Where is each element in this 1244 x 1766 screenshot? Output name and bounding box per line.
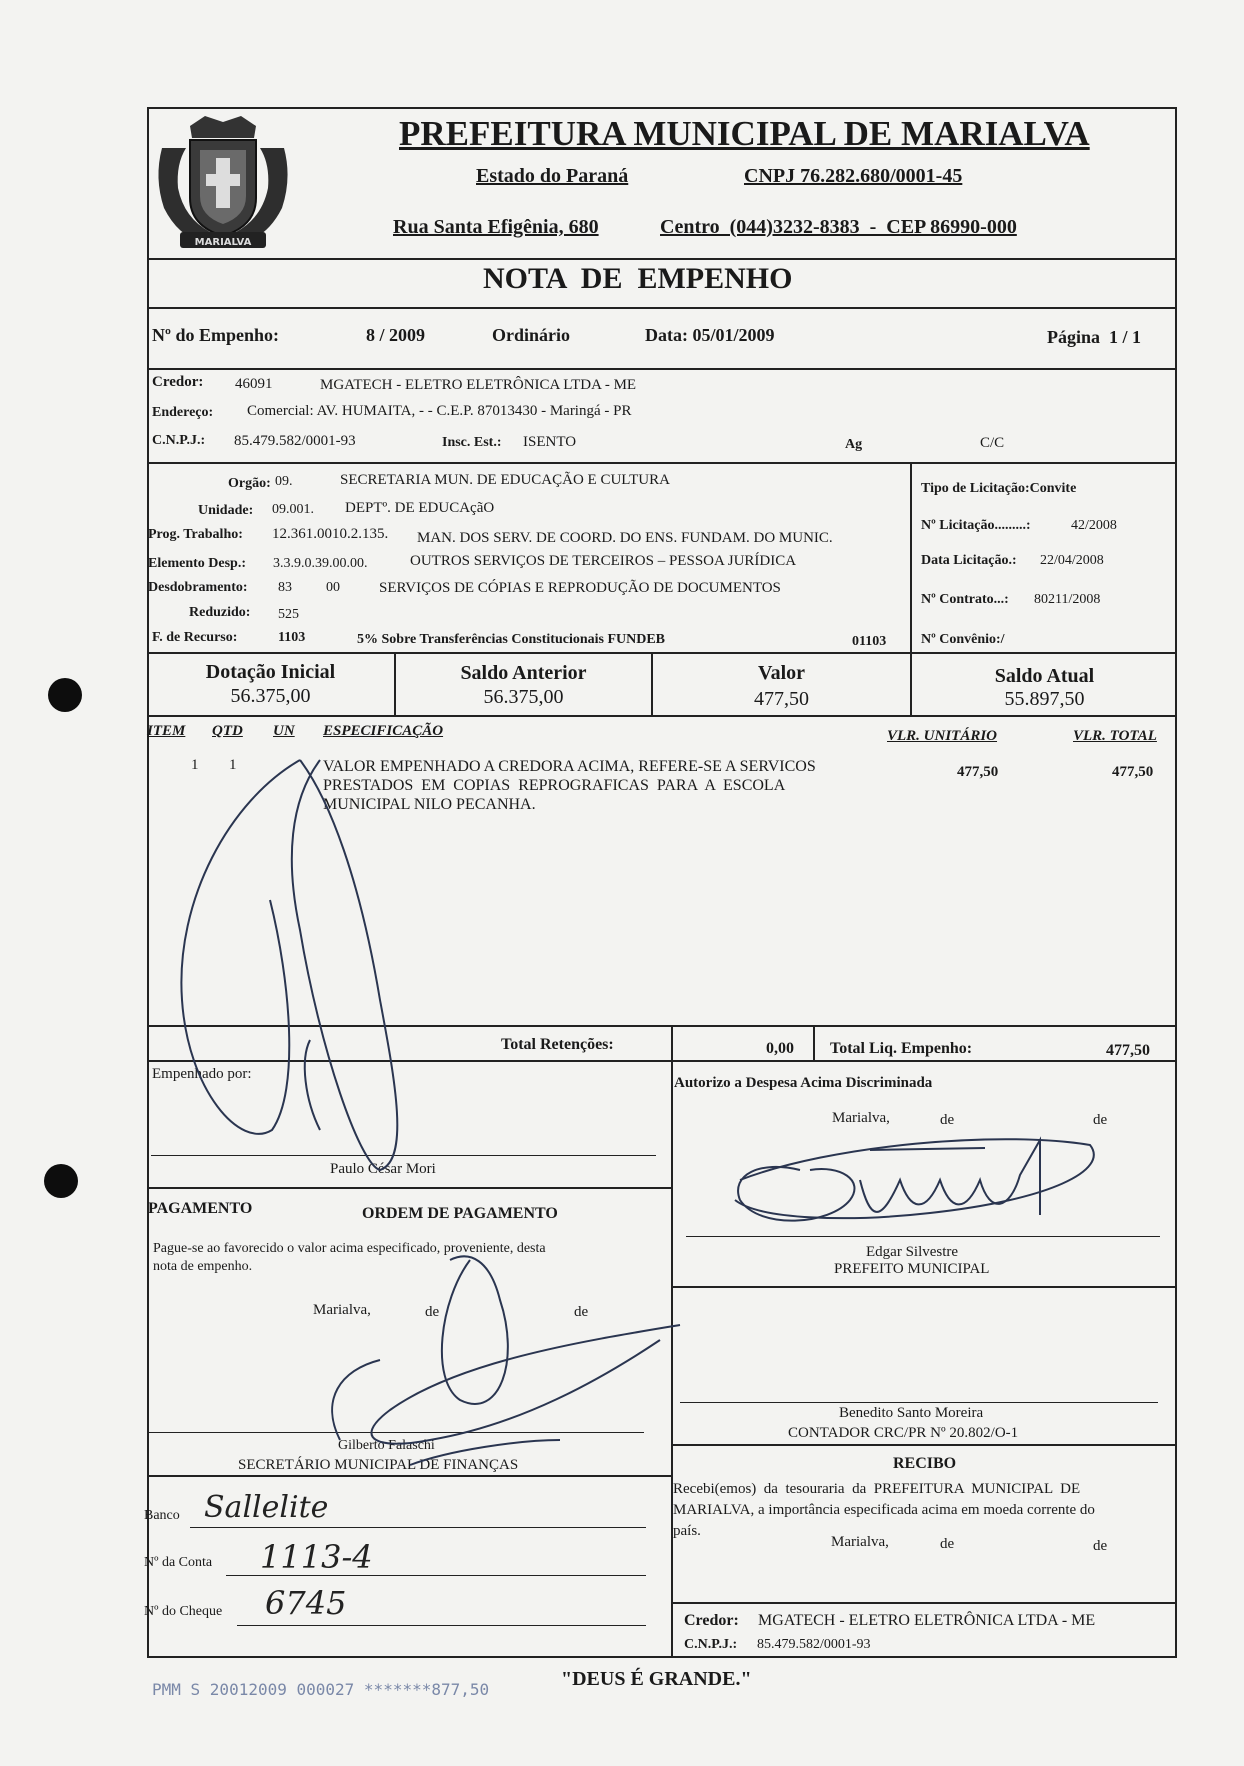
empenho-number: 8 / 2009 — [366, 325, 426, 345]
accountant-name: Benedito Santo Moreira — [839, 1405, 984, 1421]
row-spec-line-2: PRESTADOS EM COPIAS REPROGRAFICAS PARA A ESCOLA — [323, 777, 786, 794]
autorizo-de-1: de — [940, 1112, 955, 1128]
fonte-label: F. de Recurso: — [152, 630, 238, 645]
empenhado-por-label: Empenhado por: — [152, 1066, 252, 1082]
recibo-de-2: de — [1093, 1538, 1108, 1554]
pagamento-label: PAGAMENTO — [148, 1200, 253, 1217]
reduzido-label: Reduzido: — [189, 605, 251, 620]
marialva-coat-of-arms-icon — [150, 108, 296, 258]
row-item: 1 — [191, 757, 199, 773]
fonte-number: 01103 — [852, 634, 887, 649]
recibo-place: Marialva, — [831, 1534, 889, 1550]
fonte-code: 1103 — [278, 630, 306, 645]
secretary-role: SECRETÁRIO MUNICIPAL DE FINANÇAS — [238, 1457, 519, 1473]
banco-value: Sallelite — [204, 1490, 329, 1525]
total-retencoes-value: 0,00 — [766, 1040, 794, 1057]
recibo-credor-label: Credor: — [684, 1612, 739, 1629]
credor-cnpj: 85.479.582/0001-93 — [234, 433, 356, 449]
header-cnpj: CNPJ 76.282.680/0001-45 — [744, 165, 963, 187]
convenio: Nº Convênio:/ — [921, 632, 1005, 647]
col-header-spec: ESPECIFICAÇÃO — [323, 723, 444, 739]
licitacao-number: 42/2008 — [1071, 518, 1117, 533]
recibo-text-3: país. — [673, 1523, 701, 1539]
tipo-licitacao: Tipo de Licitação:Convite — [921, 481, 1077, 496]
insc-label: Insc. Est.: — [442, 435, 502, 450]
recibo-text-1: Recebi(emos) da tesouraria da PREFEITURA MUNICIPAL DE — [673, 1481, 1081, 1497]
saldo-atual-value: 55.897,50 — [1004, 688, 1085, 710]
row-qtd: 1 — [229, 757, 237, 773]
credor-label: Credor: — [152, 374, 204, 390]
recibo-cnpj: 85.479.582/0001-93 — [757, 1637, 871, 1652]
valor-label: Valor — [757, 662, 806, 684]
reduzido-value: 525 — [278, 607, 299, 622]
pagamento-place: Marialva, — [313, 1302, 371, 1318]
unidade-code: 09.001. — [272, 502, 314, 517]
conta-value: 1113-4 — [260, 1538, 373, 1576]
elemento-code: 3.3.9.0.39.00.00. — [273, 556, 368, 571]
col-header-unit-value: VLR. UNITÁRIO — [887, 728, 998, 744]
punch-hole-bottom — [44, 1164, 78, 1198]
desdobramento-sub: 00 — [326, 580, 340, 595]
desdobramento-name: SERVIÇOS DE CÓPIAS E REPRODUÇÃO DE DOCUMENTOS — [379, 580, 781, 596]
row-spec-line-1: VALOR EMPENHADO A CREDORA ACIMA, REFERE-SE A SERVICOS — [323, 758, 816, 775]
prog-name: MAN. DOS SERV. DE COORD. DO ENS. FUNDAM. DO MUNIC. — [417, 530, 833, 546]
pague-se-text-1: Pague-se ao favorecido o valor acima especificado, proveniente, desta — [153, 1241, 546, 1256]
empenho-date: Data: 05/01/2009 — [645, 325, 775, 345]
pagamento-de-2: de — [574, 1304, 589, 1320]
page-title: PREFEITURA MUNICIPAL DE MARIALVA — [399, 114, 1090, 153]
credor-address: Comercial: AV. HUMAITA, - - C.E.P. 87013430 - Maringá - PR — [247, 403, 632, 419]
secretary-name: Gilberto Falaschi — [338, 1438, 435, 1453]
ag-label: Ag — [845, 437, 863, 452]
elemento-label: Elemento Desp.: — [148, 556, 246, 571]
punch-hole-top — [48, 678, 82, 712]
col-header-item: ITEM — [147, 723, 186, 739]
endereco-label: Endereço: — [152, 405, 214, 420]
autorizo-text: Autorizo a Despesa Acima Discriminada — [674, 1075, 933, 1091]
pagamento-de-1: de — [425, 1304, 440, 1320]
pague-se-text-2: nota de empenho. — [153, 1259, 253, 1274]
contrato-label: Nº Contrato...: — [921, 592, 1009, 607]
orgao-code: 09. — [275, 474, 293, 489]
row-unit-value: 477,50 — [957, 764, 999, 780]
recibo-credor-name: MGATECH - ELETRO ELETRÔNICA LTDA - ME — [758, 1612, 1096, 1629]
licitacao-date-label: Data Licitação.: — [921, 553, 1017, 568]
empenho-type: Ordinário — [492, 325, 571, 345]
document-title: NOTA DE EMPENHO — [483, 262, 793, 295]
col-header-un: UN — [273, 723, 295, 739]
desdobramento-code: 83 — [278, 580, 292, 595]
prog-label: Prog. Trabalho: — [148, 527, 243, 542]
total-retencoes-label: Total Retenções: — [501, 1036, 614, 1053]
licitacao-number-label: Nº Licitação.........: — [921, 518, 1031, 533]
insc-value: ISENTO — [523, 434, 577, 450]
recibo-cnpj-label: C.N.P.J.: — [684, 1637, 738, 1652]
cheque-label: Nº do Cheque — [144, 1604, 223, 1619]
col-header-total-value: VLR. TOTAL — [1073, 728, 1157, 744]
col-header-qtd: QTD — [212, 723, 243, 739]
fonte-name: 5% Sobre Transferências Constitucionais FUNDEB — [357, 632, 666, 647]
autorizo-place: Marialva, — [832, 1110, 890, 1126]
header-phone-cep: Centro (044)3232-8383 - CEP 86990-000 — [660, 216, 1017, 238]
contrato-number: 80211/2008 — [1034, 592, 1101, 607]
elemento-name: OUTROS SERVIÇOS DE TERCEIROS – PESSOA JURÍDICA — [410, 553, 797, 569]
saldo-atual-label: Saldo Atual — [994, 665, 1095, 687]
licitacao-date: 22/04/2008 — [1040, 553, 1104, 568]
recibo-de-1: de — [940, 1536, 955, 1552]
cheque-value: 6745 — [265, 1584, 347, 1622]
row-spec-line-3: MUNICIPAL NILO PECANHA. — [323, 796, 536, 813]
orgao-label: Orgão: — [228, 476, 271, 491]
ordem-pagamento-label: ORDEM DE PAGAMENTO — [362, 1205, 558, 1222]
banco-label: Banco — [144, 1508, 180, 1523]
recibo-label: RECIBO — [893, 1455, 957, 1472]
cc-label: C/C — [980, 435, 1005, 451]
machine-code: PMM S 20012009 000027 *******877,50 — [152, 1680, 490, 1699]
row-total-value: 477,50 — [1112, 764, 1154, 780]
dotacao-label: Dotação Inicial — [205, 661, 336, 683]
saldo-anterior-value: 56.375,00 — [483, 686, 564, 708]
mayor-name: Edgar Silvestre — [866, 1244, 959, 1260]
unidade-name: DEPTº. DE EDUCAçãO — [345, 500, 495, 516]
cnpj-label: C.N.P.J.: — [152, 433, 206, 448]
svg-text:MARIALVA: MARIALVA — [194, 237, 252, 248]
saldo-anterior-label: Saldo Anterior — [460, 662, 587, 684]
credor-code: 46091 — [235, 376, 273, 392]
empenhado-por-name: Paulo César Mori — [330, 1161, 436, 1177]
empenho-label: Nº do Empenho: — [152, 325, 279, 345]
mayor-role: PREFEITO MUNICIPAL — [834, 1261, 990, 1277]
page-number: Página 1 / 1 — [1047, 327, 1142, 347]
total-liquido-label: Total Liq. Empenho: — [830, 1040, 973, 1057]
header-state: Estado do Paraná — [476, 165, 629, 187]
accountant-role: CONTADOR CRC/PR Nº 20.802/O-1 — [788, 1425, 1019, 1441]
desdobramento-label: Desdobramento: — [148, 580, 248, 595]
valor-value: 477,50 — [754, 688, 809, 710]
orgao-name: SECRETARIA MUN. DE EDUCAÇÃO E CULTURA — [340, 472, 670, 488]
conta-label: Nº da Conta — [144, 1555, 213, 1570]
footer-motto: "DEUS É GRANDE." — [561, 1668, 752, 1690]
credor-name: MGATECH - ELETRO ELETRÔNICA LTDA - ME — [320, 377, 637, 393]
header-address: Rua Santa Efigênia, 680 — [393, 216, 599, 238]
total-liquido-value: 477,50 — [1106, 1042, 1150, 1059]
unidade-label: Unidade: — [198, 503, 254, 518]
recibo-text-2: MARIALVA, a importância especificada acima em moeda corrente do — [673, 1502, 1095, 1518]
dotacao-value: 56.375,00 — [230, 685, 311, 707]
autorizo-de-2: de — [1093, 1112, 1108, 1128]
prog-code: 12.361.0010.2.135. — [272, 526, 389, 542]
